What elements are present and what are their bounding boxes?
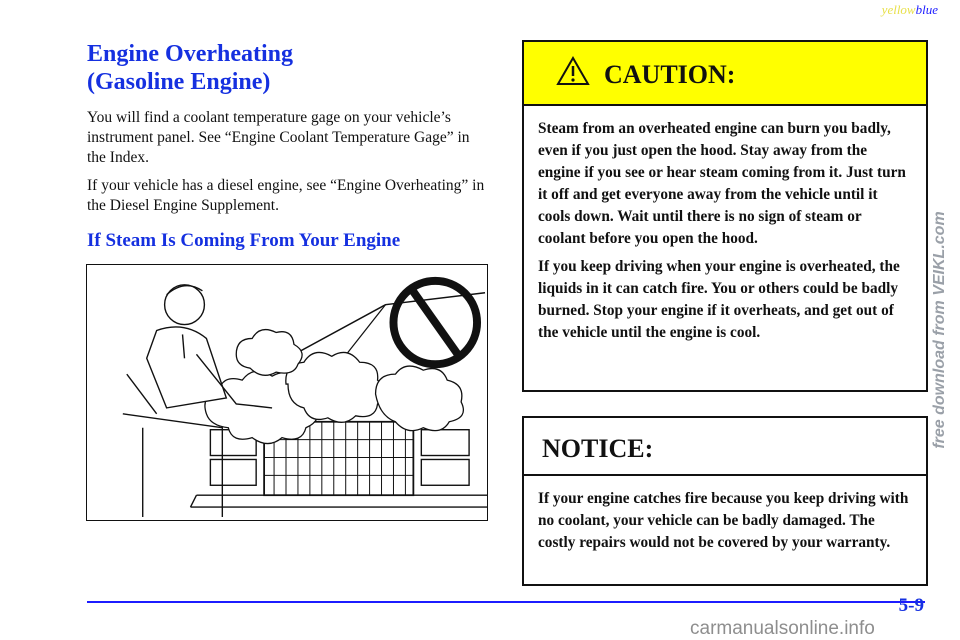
caution-paragraph-1: Steam from an overheated engine can burn you badly, even if you just open the hood. Stay away from the engine if you see or hear steam coming from it. Just turn it off and get everyone away from the vehicle until it cools down. Wait until there is no sign of steam or coolant before you open the hood. bbox=[538, 120, 906, 247]
color-registration-label bbox=[882, 2, 938, 18]
page-title bbox=[87, 40, 492, 96]
caution-body bbox=[524, 106, 926, 344]
color-label-yellow: yellow bbox=[881, 2, 916, 17]
section-subheading: If Steam Is Coming From Your Engine bbox=[87, 230, 401, 251]
illustration-drawing bbox=[87, 265, 487, 520]
footer-site-watermark: carmanualsonline.info bbox=[690, 618, 875, 639]
steaming-engine-illustration bbox=[86, 264, 488, 521]
prohibition-icon bbox=[393, 281, 477, 364]
title-line-1: Engine Overheating bbox=[87, 41, 294, 67]
notice-body bbox=[524, 476, 926, 554]
intro-paragraph: You will find a coolant temperature gage on your vehicle’s instrument panel. See “Engine Coolant Temperature Gage” in the Index. bbox=[87, 109, 470, 166]
warning-triangle-icon bbox=[556, 56, 590, 86]
notice-title: NOTICE: bbox=[542, 434, 654, 463]
color-label-blue: blue bbox=[915, 2, 938, 17]
caution-paragraph-2: If you keep driving when your engine is overheated, the liquids in it can catch fire. You or others could be badly burned. Stop your engine if it overheats, and get out of the vehicle until the engine is cool. bbox=[538, 258, 900, 341]
notice-paragraph: If your engine catches fire because you keep driving with no coolant, your vehicle can be badly damaged. The costly repairs would not be covered by your warranty. bbox=[538, 490, 909, 551]
footer-rule bbox=[87, 601, 925, 603]
caution-header bbox=[524, 42, 926, 106]
watermark-text: free download from VEIKL.com bbox=[931, 211, 948, 449]
notice-header bbox=[524, 418, 926, 476]
caution-box bbox=[522, 40, 928, 392]
title-line-2: (Gasoline Engine) bbox=[87, 69, 271, 95]
caution-title: CAUTION: bbox=[604, 60, 736, 89]
page-number: 5-9 bbox=[898, 595, 924, 616]
left-column bbox=[87, 40, 492, 252]
notice-box bbox=[522, 416, 928, 586]
diesel-paragraph: If your vehicle has a diesel engine, see “Engine Overheating” in the Diesel Engine Supplement. bbox=[87, 177, 485, 214]
